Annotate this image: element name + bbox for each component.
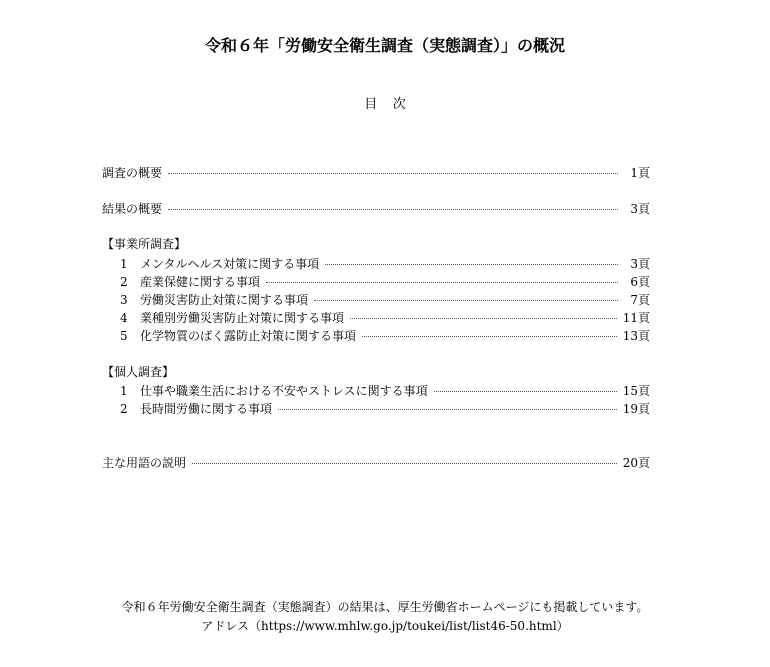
footer-note: 令和６年労働安全衛生調査（実態調査）の結果は、厚生労働省ホームページにも掲載しています。 <box>121 600 649 614</box>
toc-item-page: 3頁 <box>630 257 650 271</box>
toc-item-number: 2 <box>120 275 128 289</box>
dot-leader <box>192 454 617 464</box>
toc-entry-results-overview[interactable] <box>102 200 650 218</box>
toc-item-number: 3 <box>120 293 128 307</box>
toc-item-label: 業種別労働災害防止対策に関する事項 <box>140 311 345 325</box>
toc-item-page: 19頁 <box>622 402 650 416</box>
dot-leader <box>168 164 618 174</box>
toc-item-page: 13頁 <box>622 329 650 343</box>
toc-item-page: 11頁 <box>622 311 650 325</box>
toc-item-label: メンタルヘルス対策に関する事項 <box>140 257 320 271</box>
footer-address[interactable]: アドレス（https://www.mhlw.go.jp/toukei/list/list46-50.html） <box>201 619 569 633</box>
toc-entry-label: 結果の概要 <box>102 202 163 216</box>
toc-entry-page: 20頁 <box>622 456 650 470</box>
toc-entry-survey-overview[interactable] <box>102 164 650 182</box>
dot-leader <box>266 273 618 283</box>
toc-item-page: 6頁 <box>630 275 650 289</box>
toc-entry-glossary[interactable] <box>102 454 650 472</box>
page-title: 令和６年「労働安全衛生調査（実態調査）」の概況 <box>204 36 565 55</box>
section-title-establishment: 【事業所調査】 <box>102 237 187 251</box>
toc-entry-page: 1頁 <box>630 166 650 180</box>
toc-item[interactable] <box>102 327 650 345</box>
toc-item-number: 2 <box>120 402 128 416</box>
dot-leader <box>434 382 617 392</box>
toc-item-number: 5 <box>120 329 128 343</box>
section-title-individual: 【個人調査】 <box>102 365 175 379</box>
toc-item-number: 1 <box>120 384 128 398</box>
toc-item-page: 15頁 <box>622 384 650 398</box>
dot-leader <box>350 309 617 319</box>
toc-item-number: 4 <box>120 311 128 325</box>
dot-leader <box>362 327 617 337</box>
toc-item-label: 仕事や職業生活における不安やストレスに関する事項 <box>140 384 428 398</box>
dot-leader <box>314 291 618 301</box>
toc-item[interactable] <box>102 291 650 309</box>
toc-heading: 目次 <box>364 97 422 112</box>
toc-item[interactable] <box>102 309 650 327</box>
dot-leader <box>168 200 618 210</box>
toc-item-label: 長時間労働に関する事項 <box>140 402 273 416</box>
toc-item[interactable] <box>102 273 650 291</box>
toc-entry-label: 主な用語の説明 <box>102 456 187 470</box>
dot-leader <box>278 400 617 410</box>
toc-item[interactable] <box>102 255 650 273</box>
dot-leader <box>325 255 618 265</box>
toc-item-label: 労働災害防止対策に関する事項 <box>140 293 309 307</box>
toc-item-number: 1 <box>120 257 128 271</box>
toc-entry-label: 調査の概要 <box>102 166 163 180</box>
toc-item-label: 化学物質のばく露防止対策に関する事項 <box>140 329 357 343</box>
toc-item-label: 産業保健に関する事項 <box>140 275 261 289</box>
toc-item[interactable] <box>102 400 650 418</box>
toc-entry-page: 3頁 <box>630 202 650 216</box>
toc-item-page: 7頁 <box>630 293 650 307</box>
toc-item[interactable] <box>102 382 650 400</box>
